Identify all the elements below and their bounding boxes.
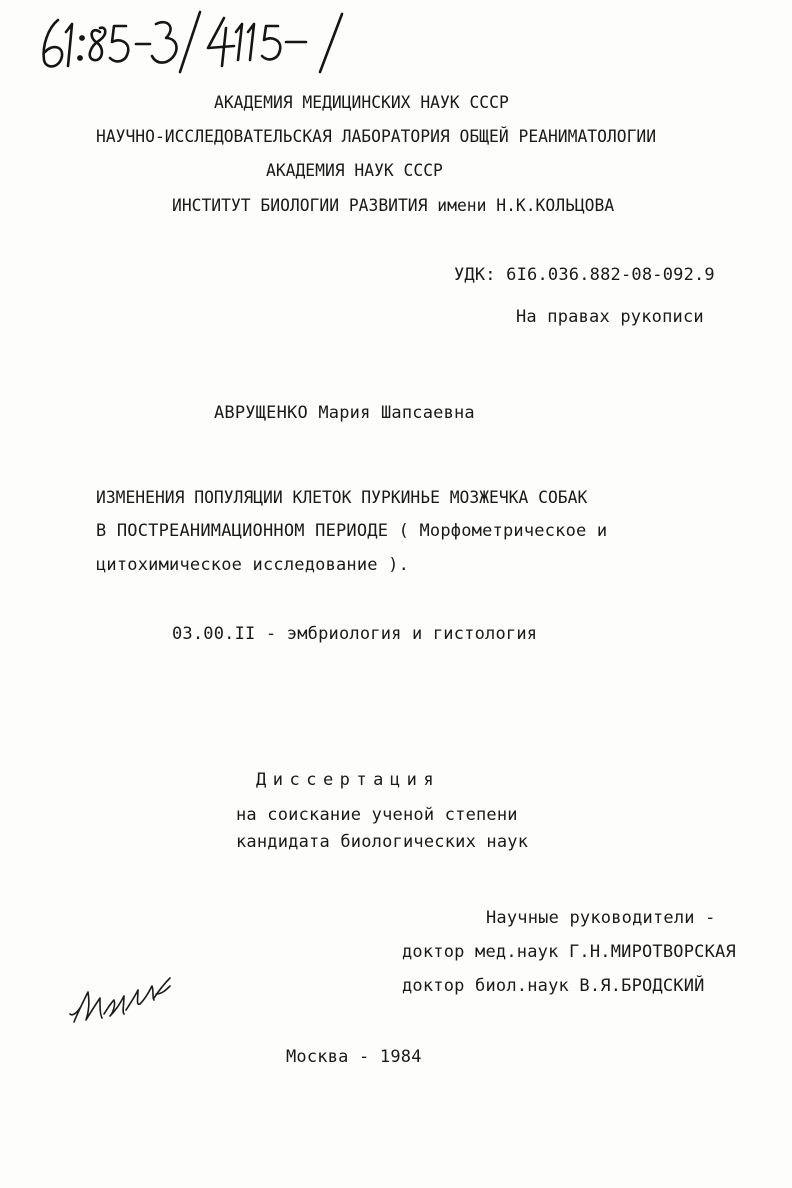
footer-city-year: Москва - 1984 (286, 1047, 422, 1067)
degree-line-2: кандидата биологических наук (236, 832, 529, 852)
header-laboratory: НАУЧНО-ИССЛЕДОВАТЕЛЬСКАЯ ЛАБОРАТОРИЯ ОБЩЕЙ РЕАНИМАТОЛОГИИ (96, 127, 657, 147)
udk-code: УДК: 6I6.036.882-08-092.9 (454, 265, 715, 285)
title-line-1: ИЗМЕНЕНИЯ ПОПУЛЯЦИИ КЛЕТОК ПУРКИНЬЕ МОЗЖЕЧКА СОБАК (96, 488, 588, 508)
header-academy-sciences: АКАДЕМИЯ НАУК СССР (266, 161, 443, 181)
header-institute: ИНСТИТУТ БИОЛОГИИ РАЗВИТИЯ имени Н.К.КОЛЬЦОВА (172, 196, 615, 216)
rights-note: На правах рукописи (516, 307, 704, 327)
degree-line-1: на соискание ученой степени (236, 805, 518, 825)
supervisor-2: доктор биол.наук В.Я.БРОДСКИЙ (402, 976, 705, 996)
specialty-code: 03.00.II - эмбриология и гистология (172, 624, 538, 644)
author-name: АВРУЩЕНКО Мария Шапсаевна (214, 403, 475, 423)
header-academy-medical: АКАДЕМИЯ МЕДИЦИНСКИХ НАУК СССР (214, 93, 509, 113)
title-line-2: В ПОСТРЕАНИМАЦИОННОМ ПЕРИОДЕ ( Морфометрическое и (96, 521, 608, 541)
supervisor-1: доктор мед.наук Г.Н.МИРОТВОРСКАЯ (402, 942, 736, 962)
handwritten-archive-number (30, 6, 370, 76)
title-line-3: цитохимическое исследование ). (96, 555, 410, 575)
supervisors-heading: Научные руководители - (486, 908, 716, 928)
handwritten-signature (66, 964, 176, 1034)
dissertation-heading: Диссертация (256, 770, 441, 790)
